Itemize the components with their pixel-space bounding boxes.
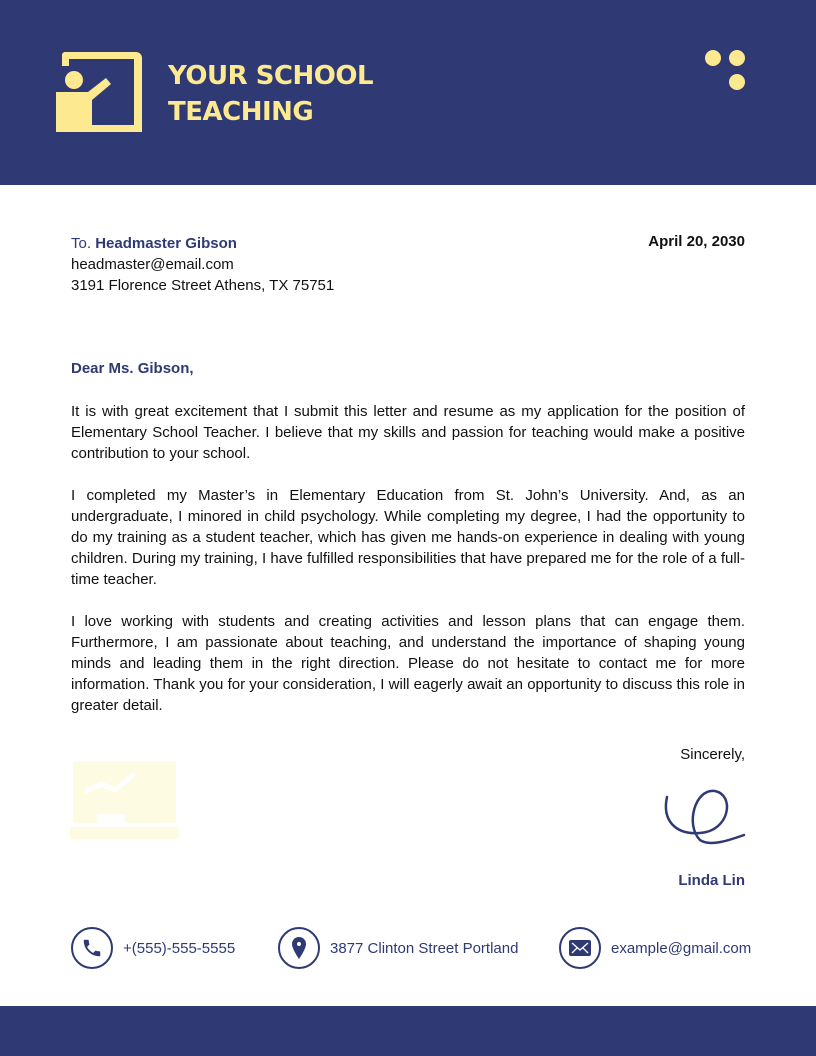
letter-date: April 20, 2030	[648, 233, 745, 250]
phone-icon	[71, 927, 113, 969]
location-pin-icon	[278, 927, 320, 969]
signer-name: Linda Lin	[678, 872, 745, 889]
signature	[660, 785, 750, 855]
contact-address	[278, 927, 518, 969]
phone-text: +(555)-555-5555	[123, 939, 236, 957]
recipient-block	[71, 233, 334, 296]
footer-banner	[0, 1006, 816, 1056]
paragraph: It is with great excitement that I submit this letter and resume as my application for the position of Elementary School Teacher. I believe that my skills and passion for teaching would make a positive contribution to your school.	[71, 403, 745, 462]
envelope-icon	[559, 927, 601, 969]
to-label: To.	[71, 235, 92, 252]
brand-line-2: TEACHING	[168, 97, 314, 127]
paragraph: I love working with students and creating activities and lesson plans that can engage them. Furthermore, I am passionate about teaching, and understand the importance of shaping young minds and leading them in the right direction. Please do not hesitate to contact me for more information. Thank you for your consideration, I will eagerly await an opportunity to discuss this role in greater detail.	[71, 613, 745, 714]
letter-body	[71, 401, 745, 737]
brand-line-1: YOUR SCHOOL	[168, 61, 374, 91]
closing: Sincerely,	[680, 746, 745, 763]
email-text: example@gmail.com	[611, 939, 752, 957]
address-text: 3877 Clinton Street Portland	[330, 939, 519, 957]
contact-phone	[71, 927, 235, 969]
laptop-chart-icon	[70, 760, 180, 840]
header-banner	[0, 0, 816, 185]
recipient-email: headmaster@email.com	[71, 256, 234, 273]
contact-email	[559, 927, 751, 969]
recipient-name: Headmaster Gibson	[95, 235, 237, 252]
recipient-address: 3191 Florence Street Athens, TX 75751	[71, 277, 335, 294]
teacher-board-icon	[54, 52, 144, 134]
brand-name	[168, 58, 373, 130]
paragraph: I completed my Master’s in Elementary Education from St. John’s University. And, as an undergraduate, I minored in child psychology. While completing my degree, I had the opportunity to do my training as a student teacher, which has given me hands-on experience in dealing with young children. During my training, I have fulfilled responsibilities that have prepared me for the role of a full-time teacher.	[71, 487, 745, 588]
greeting: Dear Ms. Gibson,	[71, 360, 194, 377]
dots-icon	[705, 50, 747, 92]
